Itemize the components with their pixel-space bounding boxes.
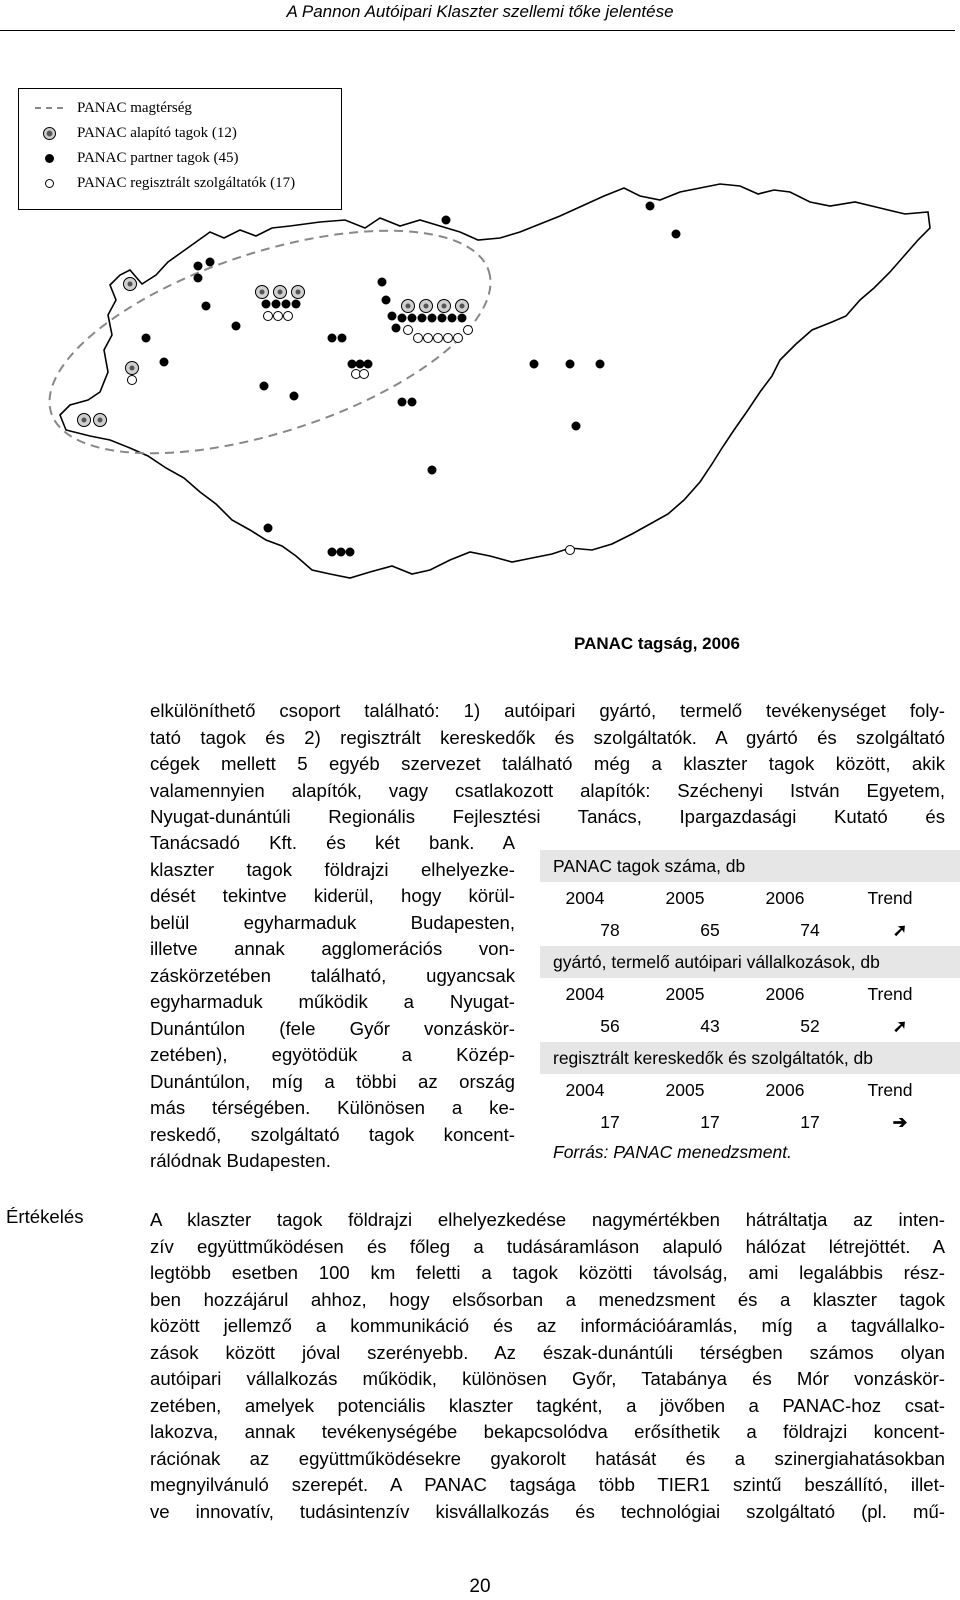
legend-item-founders: PANAC alapító tagok (12) — [31, 122, 237, 144]
header-divider — [0, 30, 955, 31]
trend-up-icon: ➚ — [892, 919, 908, 940]
map-caption: PANAC tagság, 2006 — [574, 634, 740, 653]
founder-dot-icon — [43, 127, 56, 140]
table-header-row: 2004 2005 2006 Trend — [565, 983, 913, 1004]
dashed-line-icon — [35, 107, 63, 109]
country-outline — [60, 184, 930, 578]
trend-flat-icon: ➔ — [892, 1111, 908, 1132]
partner-member-markers — [142, 202, 681, 557]
table-header-row: 2004 2005 2006 Trend — [565, 887, 913, 908]
table-value-row: 56 43 52 ➚ — [540, 1010, 960, 1042]
evaluation-label: Értékelés — [6, 1206, 84, 1227]
table-header-row: 2004 2005 2006 Trend — [565, 1079, 913, 1100]
legend-item-partners: PANAC partner tagok (45) — [31, 147, 239, 169]
table-value-row: 78 65 74 ➚ — [540, 914, 960, 946]
map-legend — [18, 88, 342, 210]
page-number: 20 — [469, 1576, 491, 1597]
page-header: A Pannon Autóipari Klaszter szellemi tőke jelentése — [286, 2, 674, 21]
trend-up-icon: ➚ — [892, 1015, 908, 1036]
table-section-title: regisztrált kereskedők és szolgáltatók, db — [540, 1042, 960, 1074]
legend-item-service-providers: PANAC regisztrált szolgáltatók (17) — [31, 172, 295, 194]
table-source-note: Forrás: PANAC menedzsment. — [553, 1142, 792, 1162]
table-section-title: PANAC tagok száma, db — [540, 850, 960, 882]
paragraph-evaluation: A klaszter tagok földrajzi elhelyezkedése nagymértékben hátráltatja az inten- zív együttműködésen és főleg a tudásáramláson alapuló hálózat létrejöttét. A legtöbb esetben 100 km feletti a tagok közötti távolság, ami legalábbis rész- ben hozzájárul ahhoz, hogy elsősorban a menedzsment és a klaszter tagok között jellemző a kommunikáció és az információáramlás, míg a tagvállalko- zások között jóval szerényebb. Az észak-dunántúli térségben számos olyan autóipari vállalkozás működik, különösen Győr, Tatabánya és Mór vonzáskör- zetében, amelyek potenciális klaszter tagként, a jövőben a PANAC-hoz csat- lakozva, annak tevékenységébe bekapcsolódva erősíthetik a földrajzi koncent- rációnak az együttműködésekre gyakorolt hatását és a szinergiahatásokban megnyilvánuló szerepét. A PANAC tagsága több TIER1 szintű beszállító, illet- ve innovatív, tudásintenzív kisvállalkozás és technológiai szolgáltató (pl. mű- — [150, 1209, 945, 1522]
core-region-outline — [23, 185, 516, 498]
table-value-row: 17 17 17 ➔ — [540, 1106, 960, 1138]
service-provider-markers — [128, 312, 575, 555]
table-section-title: gyártó, termelő autóipari vállalkozások, db — [540, 946, 960, 978]
filled-dot-icon — [45, 154, 54, 163]
legend-item-core-region: PANAC magtérség — [31, 97, 192, 119]
paragraph-intro: elkülöníthető csoport található: 1) autóipari gyártó, termelő tevékenységet foly- tató tagok és 2) regisztrált kereskedők és szolgáltatók. A gyártó és szolgáltató cégek mellett 5 egyéb szervezet található még a klaszter tagok között, akik valamennyien alapítók, vagy csatlakozott alapítók: Széchenyi István Egyetem, Nyugat-dunántúli Regionális Fejlesztési Tanács, Ipargazdasági Kutató és — [150, 700, 945, 827]
open-dot-icon — [45, 179, 54, 188]
paragraph-geography: Tanácsadó Kft. és két bank. A klaszter tagok földrajzi elhelyezke- dését tekintve kiderül, hogy körül- belül egyharmaduk Budapesten, illetve annak agglomerációs von- záskörzetében található, ugyancsak egyharmaduk működik a Nyugat- Dunántúlon (fele Győr vonzáskör- zetében), egyötödük a Közép- Dunántúlon, míg a többi az ország más térségében. Különösen a ke- reskedő, szolgáltató tagok koncent- rálódnak Budapesten. — [150, 832, 515, 1171]
